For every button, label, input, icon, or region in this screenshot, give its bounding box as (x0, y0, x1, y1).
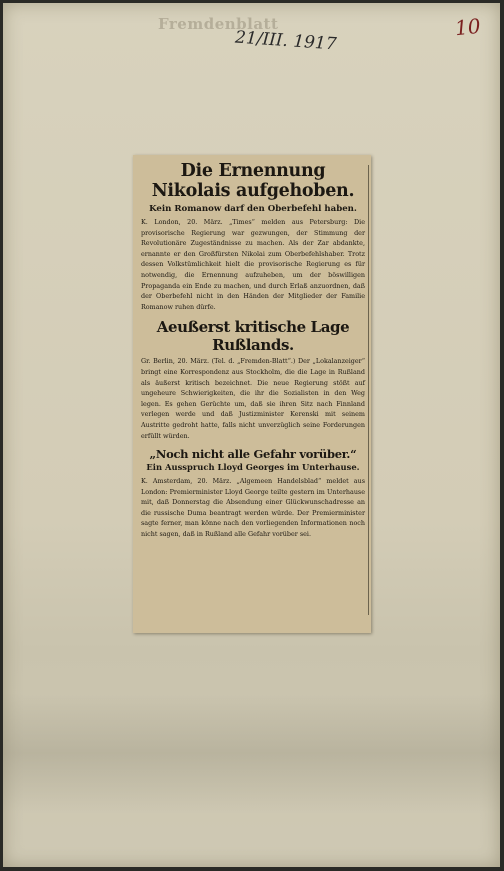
article-subheadline: Kein Romanow darf den Oberbefehl haben. (149, 204, 357, 214)
article-3 (141, 447, 365, 540)
page-number: 10 (453, 13, 482, 41)
shadow-band (3, 693, 500, 813)
article-1 (141, 161, 365, 312)
article-headline: „Noch nicht alle Gefahr vorüber.“ (149, 447, 357, 462)
article-subheadline: Ein Ausspruch Lloyd Georges im Unterhause. (146, 462, 360, 473)
handwritten-date: 21/III. 1917 (234, 27, 338, 55)
article-body: Gr. Berlin, 20. März. (Tel. d. „Fremden-Blatt“.) Der „Lokalanzeiger“ bringt eine Korrespondenz aus Stockholm, die die Lage in Rußland als äußerst kritisch bezeichnet. Die neue Regierung stößt auf ungeheure Schwierigkeiten, die ihr die Sozialisten in den Weg legen. Es gehen Gerüchte um, daß sie ihren Sitz nach Finnland verlegen werde und daß Justizminister Kerenski mit seinem Austritte gedroht hatte, falls nicht unverzüglich seine Forderungen erfüllt würden. (141, 357, 365, 440)
newspaper-stamp: Fremdenblatt (158, 15, 279, 33)
article-body: K. Amsterdam, 20. März. „Algemeen Handelsblad“ meldet aus London: Premierminister Lloyd George teilte gestern im Unterhause mit, daß Donnerstag die Absendung einer Glückwunschadresse an die russische Duma beantragt werden würde. Der Premierminister sagte ferner, man könne nach den vorliegenden Informationen noch nicht sagen, daß in Rußland alle Gefahr vorüber sei. (141, 477, 365, 539)
archive-page (3, 3, 500, 867)
article-2 (141, 318, 365, 441)
article-body: K. London, 20. März. „Times“ melden aus Petersburg: Die provisorische Regierung war gezwungen, der Stimmung der Revolutionäre Zugeständnisse zu machen. Als der Zar abdankte, ernannte er den Großfürsten Nikolai zum Oberbefehlshaber. Trotz dessen Volkstümlichkeit hielt die provisorische Regierung es für notwendig, die Ernennung aufzuheben, um der böswilligen Propaganda ein Ende zu machen, und durch Erlaß anzuordnen, daß der Oberbefehl nicht in den Händen der Mitglieder der Familie Romanow ruhen dürfe. (141, 218, 365, 311)
article-headline: Aeußerst kritische Lage Rußlands. (156, 318, 350, 355)
article-headline: Die Ernennung Nikolais aufgehoben. (151, 161, 355, 201)
newspaper-clipping (133, 155, 371, 633)
